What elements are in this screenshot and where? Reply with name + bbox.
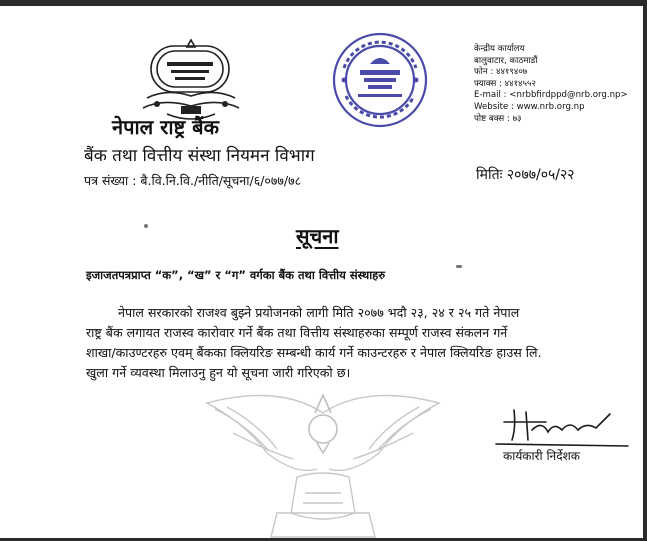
window-right-border <box>643 0 647 541</box>
address-location: बालुवाटार, काठमाडौं <box>474 55 538 66</box>
window-top-border <box>0 0 647 6</box>
org-name: नेपाल राष्ट्र बैंक <box>112 115 219 139</box>
address-website[interactable]: Website : www.nrb.org.np <box>474 101 585 112</box>
department-name: बैंक तथा वित्तीय संस्था नियमन विभाग <box>84 146 315 166</box>
stray-mark <box>144 224 148 228</box>
signature-mark <box>492 400 632 448</box>
official-seal-icon <box>330 30 430 130</box>
address-phone: फोन : ४४१९४०७ <box>474 67 528 78</box>
notice-line: शाखा/काउण्टरहरु एवम् बैंकका क्लियरिङ सम्बन्धी कार्य गर्ने काउन्टरहरु र नेपाल क्लियरिङ हाउस लि. <box>86 345 542 360</box>
notice-line: नेपाल सरकारको राजश्व बुझ्ने प्रयोजनको लागी मिति २०७७ भदौ २३, २४ र २५ गते नेपाल <box>118 305 520 320</box>
reference-number: पत्र संख्या : बै.वि.नि.वि./नीति/सूचना/६/०७७/७८ <box>84 173 302 188</box>
stray-mark <box>456 265 462 268</box>
address-pobox: पोष्ट बक्स : ७३ <box>474 113 522 124</box>
signatory-title: कार्यकारी निर्देशक <box>503 449 580 463</box>
notice-line: खुला गर्ने व्यवस्था मिलाउनु हुन यो सूचना जारी गरिएको छ। <box>86 365 351 380</box>
address-office: केन्द्रीय कार्यालय <box>474 44 525 54</box>
address-fax: फ्याक्स : ४४१४५५२ <box>474 78 536 89</box>
nrb-logo-icon <box>137 38 245 124</box>
notice-title: सूचना <box>296 224 339 248</box>
address-block <box>474 44 628 125</box>
notice-line: राष्ट्र बैंक लगायत राजस्व कारोवार गर्ने बैंक तथा वित्तीय संस्थाहरुका सम्पूर्ण राजस्व संकलन गर्ने <box>86 325 508 340</box>
notice-body <box>86 303 616 383</box>
garuda-watermark-icon <box>193 373 453 539</box>
notice-subject: इजाजतपत्रप्राप्त “क”, “ख” र “ग” वर्गका बैंक तथा वित्तीय संस्थाहरु <box>86 268 386 282</box>
address-email[interactable]: E-mail : <nrbbfirdppd@nrb.org.np> <box>474 90 628 101</box>
letter-date: मितिः २०७७/०५/२२ <box>476 167 575 183</box>
